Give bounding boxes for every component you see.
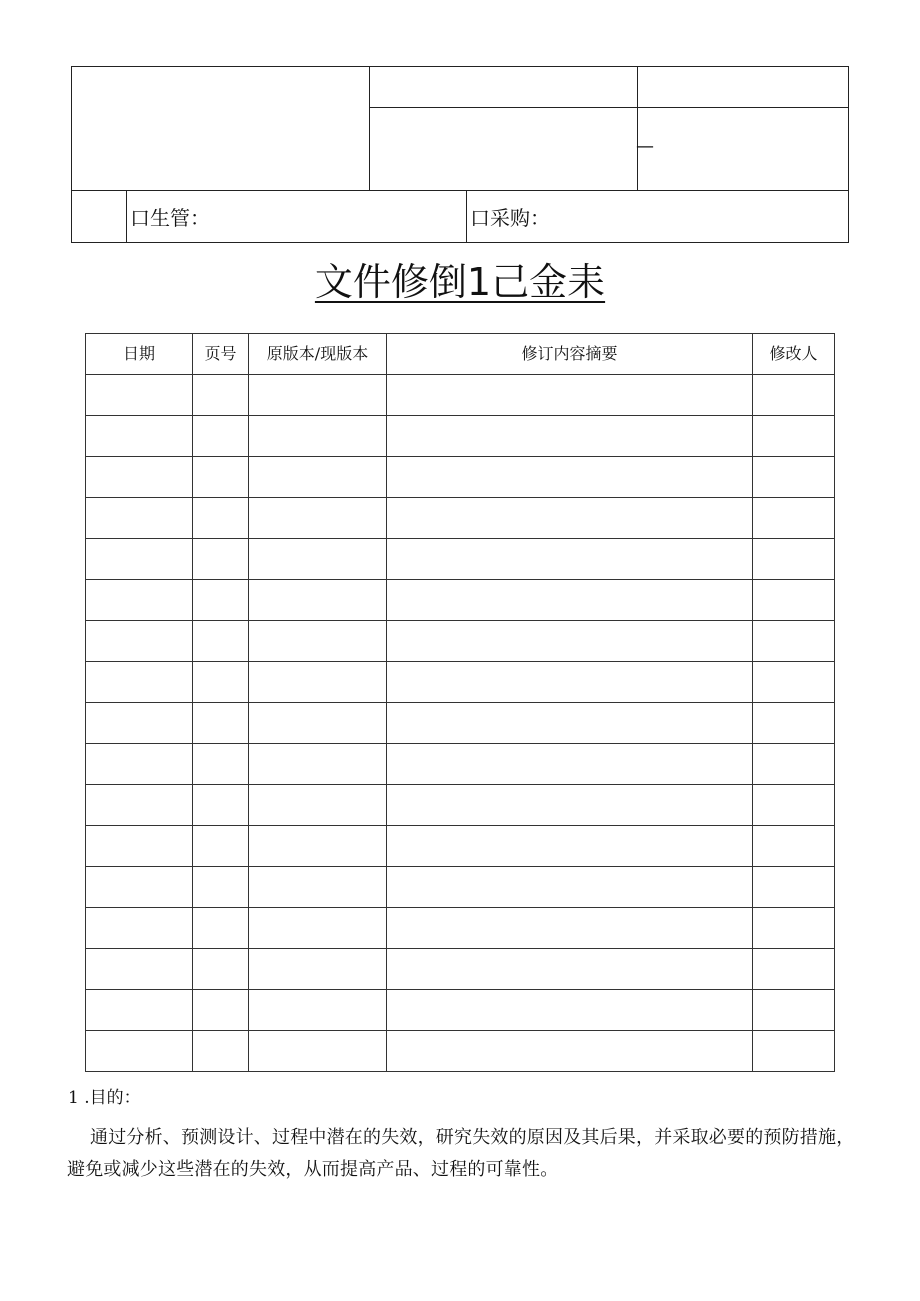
table-row	[86, 949, 835, 990]
table-cell[interactable]	[249, 867, 387, 908]
table-row	[86, 621, 835, 662]
table-cell[interactable]	[249, 826, 387, 867]
column-header-summary: 修订内容摘要	[387, 334, 753, 375]
table-cell[interactable]	[86, 375, 193, 416]
table-cell[interactable]	[387, 1031, 753, 1072]
table-cell[interactable]	[249, 375, 387, 416]
revision-table	[85, 333, 835, 1072]
section-body: 通过分析、预测设计、过程中潜在的失效，研究失效的原因及其后果，并采取必要的预防措施，避免或减少这些潜在的失效，从而提高产品、过程的可靠性。	[67, 1127, 855, 1180]
table-cell[interactable]	[193, 498, 249, 539]
header-border-left	[71, 66, 72, 243]
table-cell[interactable]	[753, 908, 835, 949]
table-cell[interactable]	[753, 867, 835, 908]
table-cell[interactable]	[249, 621, 387, 662]
table-cell[interactable]	[249, 580, 387, 621]
table-cell[interactable]	[249, 990, 387, 1031]
table-cell[interactable]	[753, 416, 835, 457]
table-cell[interactable]	[86, 416, 193, 457]
table-cell[interactable]	[387, 416, 753, 457]
table-cell[interactable]	[249, 908, 387, 949]
table-cell[interactable]	[387, 498, 753, 539]
table-cell[interactable]	[193, 662, 249, 703]
table-row	[86, 662, 835, 703]
table-row	[86, 498, 835, 539]
table-cell[interactable]	[193, 580, 249, 621]
table-cell[interactable]	[387, 703, 753, 744]
header-bottom-divider-2	[466, 190, 467, 243]
table-cell[interactable]	[387, 949, 753, 990]
table-cell[interactable]	[387, 990, 753, 1031]
table-row	[86, 703, 835, 744]
table-row	[86, 990, 835, 1031]
table-cell[interactable]	[753, 1031, 835, 1072]
header-bottom-divider-1	[126, 190, 127, 243]
table-cell[interactable]	[193, 744, 249, 785]
table-row	[86, 375, 835, 416]
table-row	[86, 1031, 835, 1072]
table-cell[interactable]	[193, 457, 249, 498]
header-col-divider-1	[369, 66, 370, 191]
table-row	[86, 785, 835, 826]
header-dash: —	[636, 136, 654, 157]
table-cell[interactable]	[249, 1031, 387, 1072]
table-cell[interactable]	[753, 457, 835, 498]
table-cell[interactable]	[753, 785, 835, 826]
table-cell[interactable]	[86, 949, 193, 990]
table-cell[interactable]	[86, 744, 193, 785]
table-cell[interactable]	[193, 375, 249, 416]
table-cell[interactable]	[387, 908, 753, 949]
table-cell[interactable]	[86, 498, 193, 539]
table-cell[interactable]	[193, 621, 249, 662]
table-cell[interactable]	[753, 949, 835, 990]
table-cell[interactable]	[86, 867, 193, 908]
table-cell[interactable]	[387, 744, 753, 785]
header-row-divider	[71, 190, 849, 191]
header-inner-divider	[369, 107, 849, 108]
table-cell[interactable]	[753, 826, 835, 867]
table-cell[interactable]	[249, 662, 387, 703]
table-cell[interactable]	[86, 662, 193, 703]
table-cell[interactable]	[753, 990, 835, 1031]
table-cell[interactable]	[387, 867, 753, 908]
table-cell[interactable]	[753, 375, 835, 416]
table-cell[interactable]	[753, 580, 835, 621]
table-cell[interactable]	[86, 621, 193, 662]
table-cell[interactable]	[86, 990, 193, 1031]
column-header-date: 日期	[86, 334, 193, 375]
table-cell[interactable]	[193, 703, 249, 744]
table-cell[interactable]	[249, 416, 387, 457]
table-cell[interactable]	[193, 416, 249, 457]
column-header-page: 页号	[193, 334, 249, 375]
table-cell[interactable]	[249, 457, 387, 498]
checkbox-purchasing[interactable]: 口采购：	[470, 206, 550, 230]
section-heading: 1 .目的：	[68, 1088, 141, 1108]
table-cell[interactable]	[753, 662, 835, 703]
checkbox-production[interactable]: 口生管：	[130, 206, 210, 230]
table-cell[interactable]	[86, 1031, 193, 1072]
table-cell[interactable]	[387, 539, 753, 580]
table-row	[86, 416, 835, 457]
table-cell[interactable]	[249, 703, 387, 744]
table-body	[86, 375, 835, 1072]
header-col-divider-2	[637, 66, 638, 191]
table-row	[86, 580, 835, 621]
table-cell[interactable]	[86, 826, 193, 867]
table-row	[86, 539, 835, 580]
table-row	[86, 908, 835, 949]
table-cell[interactable]	[193, 539, 249, 580]
table-cell[interactable]	[387, 785, 753, 826]
column-header-editor: 修改人	[753, 334, 835, 375]
column-header-version: 原版本/现版本	[249, 334, 387, 375]
table-cell[interactable]	[86, 539, 193, 580]
table-row	[86, 457, 835, 498]
header-border-top	[71, 66, 849, 67]
table-cell[interactable]	[193, 949, 249, 990]
document-title	[0, 258, 920, 306]
table-row	[86, 744, 835, 785]
table-cell[interactable]	[86, 908, 193, 949]
table-cell[interactable]	[193, 1031, 249, 1072]
table-row	[86, 826, 835, 867]
table-cell[interactable]	[249, 744, 387, 785]
table-cell[interactable]	[249, 498, 387, 539]
table-cell[interactable]	[753, 744, 835, 785]
table-row	[86, 867, 835, 908]
table-cell[interactable]	[193, 785, 249, 826]
table-cell[interactable]	[387, 375, 753, 416]
table-cell[interactable]	[193, 990, 249, 1031]
table-header-row	[86, 334, 835, 375]
table-cell[interactable]	[387, 580, 753, 621]
header-border-bottom	[71, 242, 849, 243]
table-cell[interactable]	[193, 826, 249, 867]
table-cell[interactable]	[753, 621, 835, 662]
table-cell[interactable]	[753, 539, 835, 580]
table-cell[interactable]	[86, 785, 193, 826]
table-cell[interactable]	[86, 580, 193, 621]
table-cell[interactable]	[753, 498, 835, 539]
table-cell[interactable]	[387, 621, 753, 662]
header-border-right	[848, 66, 849, 243]
table-cell[interactable]	[193, 867, 249, 908]
table-cell[interactable]	[193, 908, 249, 949]
table-cell[interactable]	[249, 539, 387, 580]
table-cell[interactable]	[387, 662, 753, 703]
table-cell[interactable]	[387, 826, 753, 867]
table-cell[interactable]	[249, 785, 387, 826]
document-title-text: 文件修倒1己金耒	[314, 260, 606, 304]
table-cell[interactable]	[753, 703, 835, 744]
table-cell[interactable]	[249, 949, 387, 990]
table-cell[interactable]	[86, 703, 193, 744]
table-cell[interactable]	[387, 457, 753, 498]
table-cell[interactable]	[86, 457, 193, 498]
